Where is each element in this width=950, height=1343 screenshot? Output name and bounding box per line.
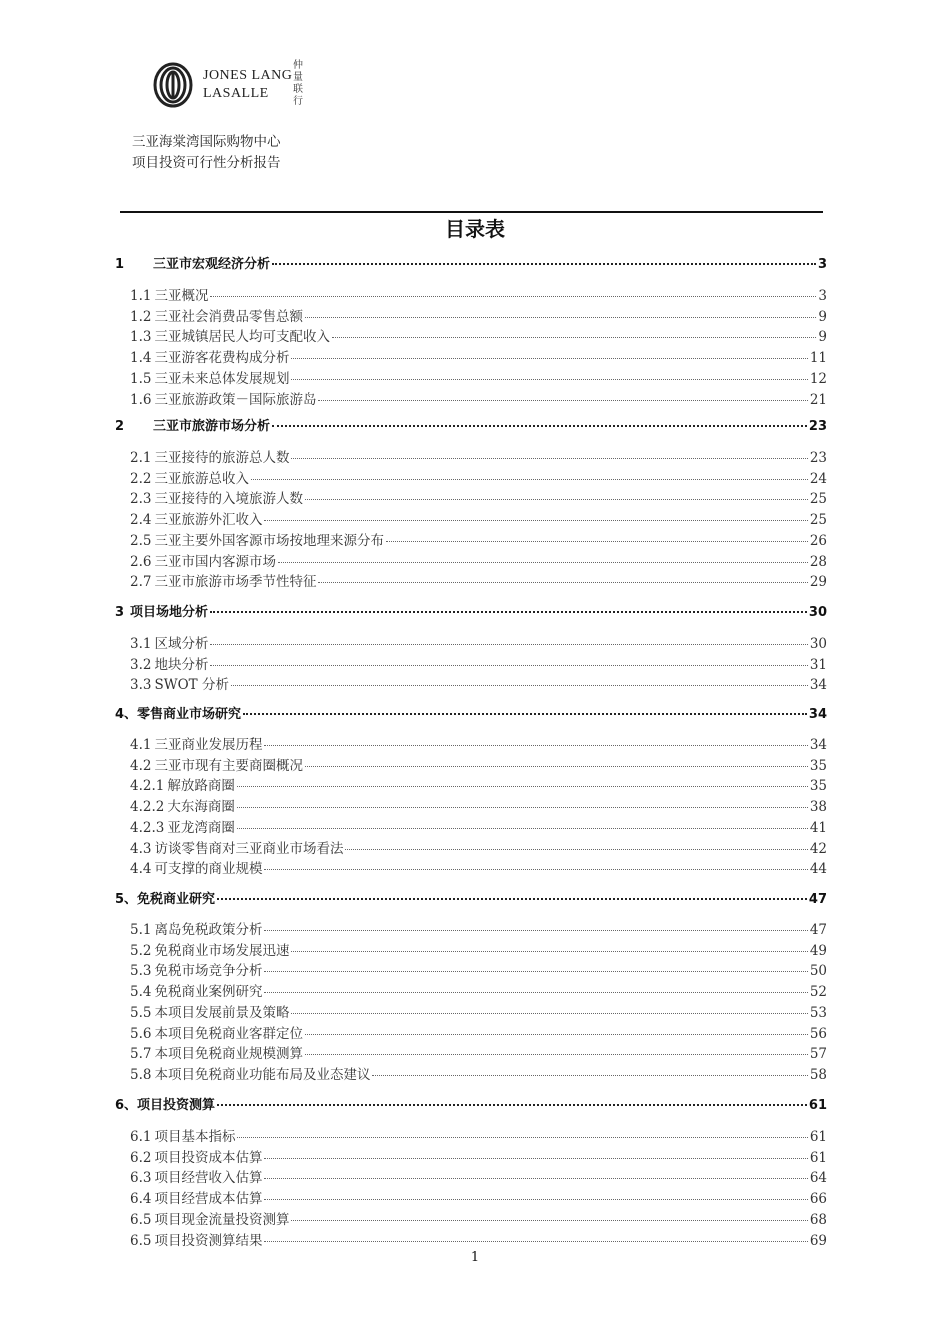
toc-section-page: 23 — [809, 450, 827, 466]
toc-chapter-title: 项目投资测算 — [137, 1098, 216, 1113]
toc-section-title: 亚龙湾商圈 — [167, 819, 235, 836]
toc-section-page: 11 — [809, 350, 827, 367]
toc-section-page: 9 — [818, 329, 827, 346]
toc-section-title: 项目经营成本估算 — [154, 1191, 263, 1208]
toc-section-title: 本项目免税商业规模测算 — [154, 1046, 303, 1063]
toc-section-number: 5.2 — [130, 942, 152, 959]
toc-section-number: 2.4 — [130, 512, 152, 529]
toc-section-page: 29 — [809, 574, 827, 591]
toc-section-page: 21 — [809, 391, 827, 408]
toc-section-number: 5.3 — [130, 963, 152, 980]
toc-section-entry[interactable] — [130, 1022, 827, 1042]
toc-section-page: 57 — [809, 1046, 827, 1063]
toc-dot-leader — [264, 971, 807, 972]
toc-section-number: 6.5 — [130, 1232, 152, 1249]
toc-section-number: 3.3 — [130, 677, 152, 694]
toc-dot-leader — [237, 786, 808, 787]
toc-section-number: 4.2.1 — [130, 778, 165, 795]
toc-section-title: 三亚接待的入境旅游人数 — [154, 491, 303, 508]
toc-section-number: 1.6 — [130, 391, 152, 408]
toc-section-entry[interactable] — [130, 653, 827, 673]
toc-dot-leader — [291, 358, 807, 359]
logo-wordmark — [203, 67, 292, 103]
toc-section-number: 2.7 — [130, 574, 152, 591]
toc-dot-leader — [318, 400, 807, 401]
toc-dot-leader — [264, 1199, 807, 1200]
toc-section-page: 3 — [818, 288, 827, 304]
toc-chapter-title: 免税商业研究 — [137, 892, 216, 907]
toc-section-title: 三亚接待的旅游总人数 — [154, 450, 290, 466]
toc-title: 目录表 — [445, 217, 505, 241]
toc-chapter-page: 23 — [808, 419, 827, 434]
toc-section-page: 34 — [809, 737, 827, 753]
toc-section-title: 三亚主要外国客源市场按地理来源分布 — [154, 532, 384, 549]
toc-chapter-entry[interactable] — [115, 601, 827, 621]
jll-logo-icon — [153, 62, 193, 108]
toc-dot-leader — [264, 869, 807, 870]
toc-dot-leader — [386, 541, 808, 542]
toc-dot-leader — [243, 713, 807, 715]
toc-chapter-number: 4、 — [115, 707, 138, 722]
toc-section-page: 56 — [809, 1025, 827, 1042]
toc-dot-leader — [237, 828, 808, 829]
toc-chapter-title: 三亚市宏观经济分析 — [153, 257, 271, 272]
toc-section-number: 4.1 — [130, 737, 152, 753]
toc-dot-leader — [264, 520, 807, 521]
toc-section-number: 1.2 — [130, 308, 152, 325]
logo-line-1: JONES LANG — [203, 68, 293, 83]
toc-section-number: 6.5 — [130, 1211, 152, 1228]
toc-section-page: 50 — [809, 963, 827, 980]
toc-dot-leader — [251, 479, 808, 480]
toc-section-number: 1.1 — [130, 288, 152, 304]
toc-section-page: 52 — [809, 984, 827, 1001]
toc-section-number: 4.2 — [130, 757, 152, 774]
toc-section-entry[interactable] — [130, 754, 827, 774]
toc-dot-leader — [264, 930, 807, 931]
toc-section-entry[interactable] — [130, 673, 827, 693]
toc-section-title: 地块分析 — [154, 656, 209, 673]
toc-chapter-number: 6、 — [115, 1098, 138, 1113]
toc-section-page: 9 — [818, 308, 827, 325]
subtitle-line-1: 三亚海棠湾国际购物中心 — [132, 134, 281, 150]
logo-line-2: LASALLE — [203, 86, 269, 101]
toc-section-number: 5.5 — [130, 1004, 152, 1021]
toc-section-entry[interactable] — [130, 1208, 827, 1228]
toc-dot-leader — [264, 1241, 807, 1242]
toc-section-entry[interactable] — [130, 939, 827, 959]
toc-section-title: 三亚概况 — [154, 288, 209, 304]
toc-section-title: 区域分析 — [154, 636, 209, 652]
subtitle-line-2: 项目投资可行性分析报告 — [132, 155, 281, 171]
toc-dot-leader — [291, 379, 807, 380]
toc-section-page: 64 — [809, 1170, 827, 1187]
toc-section-entry[interactable] — [130, 857, 827, 877]
toc-section-entry[interactable] — [130, 1001, 827, 1021]
company-logo — [153, 60, 313, 112]
toc-chapter-entry[interactable] — [115, 703, 827, 723]
toc-section-entry[interactable] — [130, 325, 827, 345]
toc-section-entry[interactable] — [130, 487, 827, 507]
toc-dot-leader — [345, 849, 807, 850]
toc-section-page: 34 — [809, 677, 827, 694]
toc-dot-leader — [231, 685, 808, 686]
toc-section-number: 4.4 — [130, 861, 152, 878]
toc-section-page: 58 — [809, 1066, 827, 1083]
toc-section-number: 5.8 — [130, 1066, 152, 1083]
toc-chapter-number: 3 — [115, 605, 125, 620]
toc-section-number: 6.1 — [130, 1129, 152, 1145]
toc-chapter-entry[interactable] — [115, 253, 827, 273]
toc-section-title: 离岛免税政策分析 — [154, 922, 263, 938]
toc-section-number: 1.5 — [130, 370, 152, 387]
toc-section-page: 25 — [809, 491, 827, 508]
toc-dot-leader — [264, 1178, 807, 1179]
toc-section-number: 4.2.2 — [130, 799, 165, 816]
toc-dot-leader — [305, 317, 816, 318]
toc-section-title: 三亚市现有主要商圈概况 — [154, 757, 303, 774]
toc-section-entry[interactable] — [130, 959, 827, 979]
toc-section-page: 47 — [809, 922, 827, 938]
toc-section-number: 6.2 — [130, 1149, 152, 1166]
toc-section-page: 68 — [809, 1211, 827, 1228]
toc-dot-leader — [305, 1054, 808, 1055]
toc-section-entry[interactable] — [130, 837, 827, 857]
toc-section-title: 三亚旅游政策－国际旅游岛 — [154, 391, 317, 408]
toc-dot-leader — [291, 951, 807, 952]
toc-section-entry[interactable] — [130, 632, 827, 652]
toc-section-page: 12 — [809, 370, 827, 387]
toc-section-page: 44 — [809, 861, 827, 878]
toc-chapter-page: 47 — [808, 892, 827, 907]
toc-dot-leader — [264, 745, 807, 746]
toc-section-number: 3.1 — [130, 636, 152, 652]
toc-section-entry[interactable] — [130, 570, 827, 590]
toc-section-number: 1.4 — [130, 350, 152, 367]
toc-dot-leader — [237, 1137, 807, 1138]
toc-section-title: 三亚商业发展历程 — [154, 737, 263, 753]
toc-section-title: 三亚市国内客源市场 — [154, 553, 276, 570]
toc-dot-leader — [291, 1220, 807, 1221]
toc-section-page: 53 — [809, 1004, 827, 1021]
toc-section-number: 5.6 — [130, 1025, 152, 1042]
toc-section-title: 三亚未来总体发展规划 — [154, 370, 290, 387]
toc-section-title: 解放路商圈 — [167, 778, 235, 795]
toc-section-page: 30 — [809, 636, 827, 652]
toc-section-entry[interactable] — [130, 1125, 827, 1145]
toc-section-number: 3.2 — [130, 656, 152, 673]
toc-chapter-entry[interactable] — [115, 1094, 827, 1114]
toc-section-title: 大东海商圈 — [167, 799, 235, 816]
toc-section-entry[interactable] — [130, 508, 827, 528]
toc-chapter-entry[interactable] — [115, 415, 827, 435]
toc-section-entry[interactable] — [130, 346, 827, 366]
toc-section-page: 31 — [809, 656, 827, 673]
toc-section-number: 4.2.3 — [130, 819, 165, 836]
toc-dot-leader — [210, 296, 816, 297]
toc-section-entry[interactable] — [130, 367, 827, 387]
toc-section-title: 本项目发展前景及策略 — [154, 1004, 290, 1021]
toc-section-title: 项目现金流量投资测算 — [154, 1211, 290, 1228]
toc-chapter-page: 3 — [817, 257, 827, 272]
toc-section-entry[interactable] — [130, 284, 827, 304]
toc-chapter-title: 项目场地分析 — [130, 605, 209, 620]
toc-section-number: 1.3 — [130, 329, 152, 346]
toc-section-page: 38 — [809, 799, 827, 816]
toc-chapter-number: 2 — [115, 419, 125, 434]
toc-dot-leader — [305, 1034, 808, 1035]
page-number: 1 — [470, 1250, 480, 1265]
toc-section-title: 三亚社会消费品零售总额 — [154, 308, 303, 325]
toc-section-page: 24 — [809, 470, 827, 487]
toc-dot-leader — [291, 458, 807, 459]
toc-dot-leader — [272, 425, 807, 427]
toc-section-page: 26 — [809, 532, 827, 549]
toc-chapter-page: 30 — [808, 605, 827, 620]
toc-section-title: 三亚游客花费构成分析 — [154, 350, 290, 367]
toc-section-page: 35 — [809, 757, 827, 774]
toc-dot-leader — [210, 665, 807, 666]
toc-section-page: 28 — [809, 553, 827, 570]
toc-section-title: 本项目免税商业客群定位 — [154, 1025, 303, 1042]
toc-section-title: 三亚旅游总收入 — [154, 470, 249, 487]
toc-section-page: 61 — [809, 1149, 827, 1166]
toc-section-entry[interactable] — [130, 1187, 827, 1207]
toc-section-entry[interactable] — [130, 1166, 827, 1186]
toc-section-page: 35 — [809, 778, 827, 795]
toc-chapter-entry[interactable] — [115, 888, 827, 908]
document-subtitle — [132, 132, 281, 174]
toc-section-number: 2.1 — [130, 450, 152, 466]
toc-chapter-page: 61 — [808, 1098, 827, 1113]
toc-section-title: 本项目免税商业功能布局及业态建议 — [154, 1066, 371, 1083]
toc-section-entry[interactable] — [130, 467, 827, 487]
toc-section-title: 三亚市旅游市场季节性特征 — [154, 574, 317, 591]
toc-chapter-title: 三亚市旅游市场分析 — [153, 419, 271, 434]
toc-dot-leader — [332, 337, 816, 338]
toc-section-number: 4.3 — [130, 840, 152, 857]
toc-section-entry[interactable] — [130, 550, 827, 570]
toc-dot-leader — [318, 582, 807, 583]
toc-section-page: 66 — [809, 1191, 827, 1208]
toc-section-number: 5.7 — [130, 1046, 152, 1063]
toc-section-page: 61 — [809, 1129, 827, 1145]
toc-section-page: 25 — [809, 512, 827, 529]
logo-chinese-name: 仲量联行 — [293, 60, 303, 107]
toc-section-title: 三亚旅游外汇收入 — [154, 512, 263, 529]
toc-section-number: 6.4 — [130, 1191, 152, 1208]
toc-dot-leader — [210, 611, 807, 613]
toc-section-title: 可支撑的商业规模 — [154, 861, 263, 878]
toc-dot-leader — [372, 1075, 807, 1076]
toc-section-title: 项目投资成本估算 — [154, 1149, 263, 1166]
toc-section-title: 免税商业市场发展迅速 — [154, 942, 290, 959]
toc-section-number: 2.6 — [130, 553, 152, 570]
toc-section-title: 项目基本指标 — [154, 1129, 236, 1145]
toc-dot-leader — [272, 263, 816, 265]
toc-section-entry[interactable] — [130, 1063, 827, 1083]
toc-dot-leader — [264, 1158, 807, 1159]
toc-section-entry[interactable] — [130, 816, 827, 836]
toc-section-entry[interactable] — [130, 529, 827, 549]
toc-dot-leader — [278, 562, 808, 563]
toc-section-page: 41 — [809, 819, 827, 836]
toc-section-entry[interactable] — [130, 1042, 827, 1062]
toc-section-title: 访谈零售商对三亚商业市场看法 — [154, 840, 344, 857]
toc-chapter-page: 34 — [808, 707, 827, 722]
toc-dot-leader — [217, 898, 807, 900]
toc-section-entry[interactable] — [130, 446, 827, 466]
toc-section-number: 2.2 — [130, 470, 152, 487]
toc-section-entry[interactable] — [130, 388, 827, 408]
toc-section-title: 免税市场竞争分析 — [154, 963, 263, 980]
toc-section-entry[interactable] — [130, 305, 827, 325]
toc-dot-leader — [291, 1013, 807, 1014]
toc-section-title: 免税商业案例研究 — [154, 984, 263, 1001]
toc-section-title: 项目经营收入估算 — [154, 1170, 263, 1187]
toc-section-page: 42 — [809, 840, 827, 857]
toc-section-title: SWOT 分析 — [154, 677, 229, 694]
toc-section-number: 2.3 — [130, 491, 152, 508]
toc-section-entry[interactable] — [130, 918, 827, 938]
toc-section-entry[interactable] — [130, 795, 827, 815]
toc-dot-leader — [237, 807, 808, 808]
toc-section-title: 三亚城镇居民人均可支配收入 — [154, 329, 330, 346]
toc-section-entry[interactable] — [130, 980, 827, 1000]
toc-section-entry[interactable] — [130, 1146, 827, 1166]
toc-chapter-number: 1 — [115, 257, 125, 272]
toc-section-entry[interactable] — [130, 774, 827, 794]
toc-chapter-number: 5、 — [115, 892, 138, 907]
toc-section-number: 6.3 — [130, 1170, 152, 1187]
toc-chapter-title: 零售商业市场研究 — [137, 707, 242, 722]
toc-dot-leader — [305, 766, 808, 767]
toc-section-number: 5.1 — [130, 922, 152, 938]
toc-dot-leader — [305, 499, 808, 500]
toc-section-page: 69 — [809, 1232, 827, 1249]
toc-section-title: 项目投资测算结果 — [154, 1232, 263, 1249]
toc-section-entry[interactable] — [130, 1229, 827, 1249]
toc-dot-leader — [217, 1104, 807, 1106]
toc-dot-leader — [210, 644, 807, 645]
toc-section-entry[interactable] — [130, 733, 827, 753]
toc-section-number: 5.4 — [130, 984, 152, 1001]
toc-section-page: 49 — [809, 942, 827, 959]
toc-section-number: 2.5 — [130, 532, 152, 549]
toc-dot-leader — [264, 992, 807, 993]
